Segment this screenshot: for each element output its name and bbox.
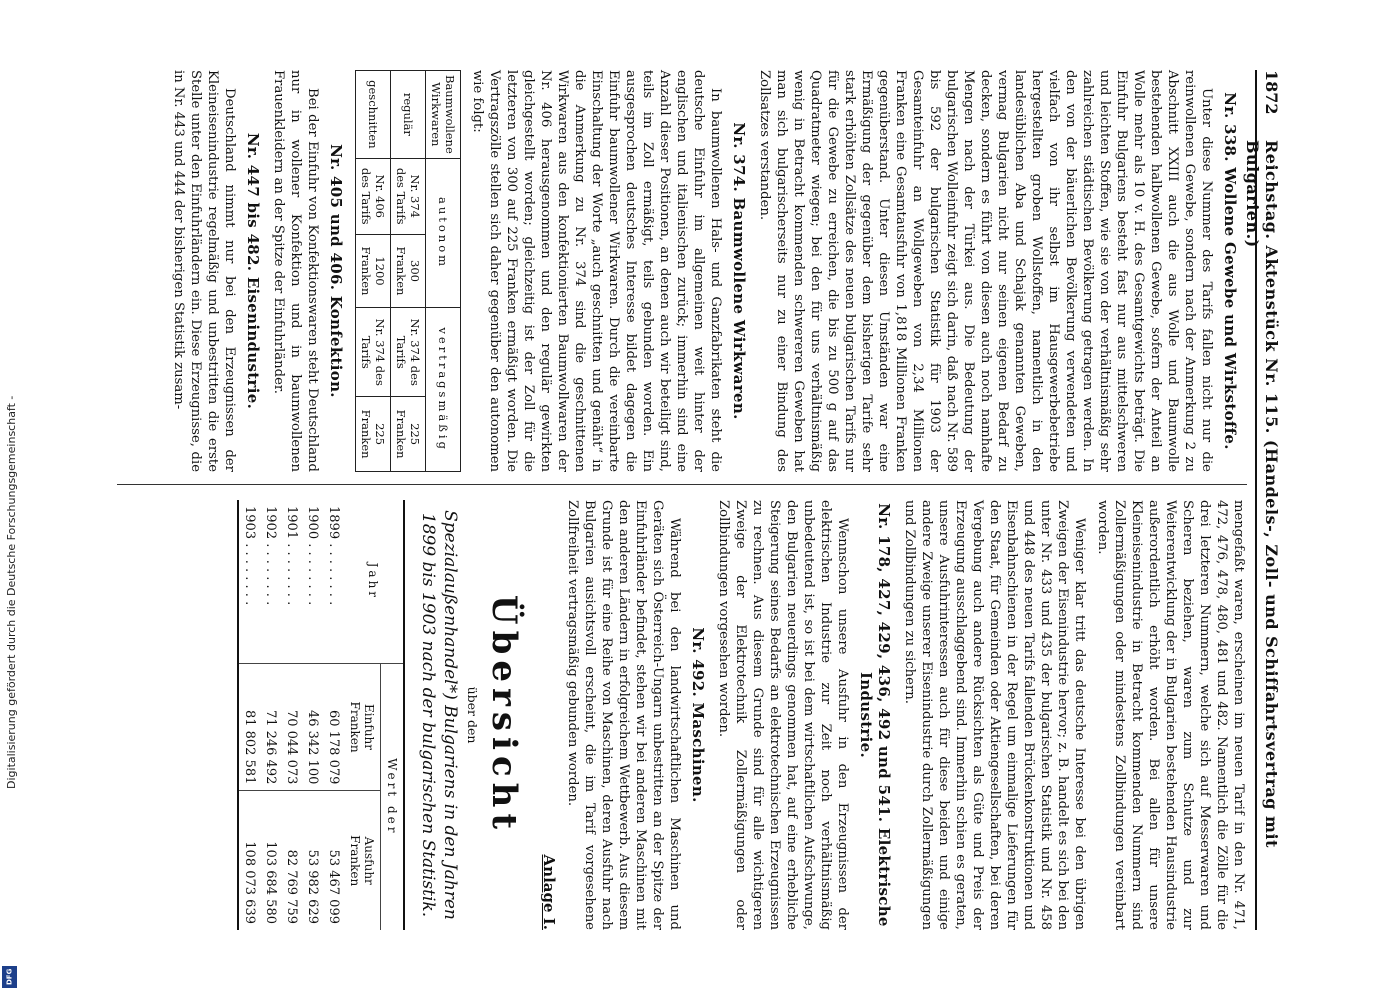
section-title: Nr. 405 und 406. Konfektion. (327, 144, 345, 398)
right-column (237, 500, 1247, 930)
table-row (302, 500, 323, 930)
table-header: Wert der (381, 663, 405, 930)
year-cell: 1900 . . . . . . . . (305, 506, 320, 606)
trade-statistics-table (237, 500, 405, 930)
overview-subtitle: Spezialaußenhandel*) Bulgariens in den Jahren 1899 bis 1903 nach der bulgarischen Statistik. (418, 510, 460, 920)
table-header: autonom (426, 158, 461, 308)
overview-title: Übersicht (484, 594, 524, 836)
paragraph: Deutschland nimmt nur bei den Erzeugnissen der Kleineisenindustrie regelmäßig und unbestritten die erste Stelle unter den Einfuhrländern ein. Diese Erzeugnisse, die in Nr. 443 und 444 der bisherigen Statistik zusam- (171, 70, 237, 472)
document-page (93, 70, 1283, 930)
export-cell: 53 467 099 (323, 791, 344, 930)
table-row (238, 500, 260, 930)
col-label: Einfuhr (362, 704, 376, 751)
import-cell: 81 802 581 (238, 663, 260, 791)
year-cell: 1899 . . . . . . . . (326, 506, 341, 606)
running-header (1243, 70, 1283, 930)
table-cell: regulär (391, 71, 426, 159)
overview-connector: über den (465, 686, 480, 744)
table-cell: Nr. 374 des Tarifs (356, 308, 391, 397)
table-header (344, 663, 381, 791)
table-cell: 1200 Franken (356, 234, 391, 308)
section-title: Nr. 374. Baumwollene Wirkwaren. (730, 122, 748, 420)
paragraph: Während bei den landwirtschaftlichen Maschinen und Geräten sich Österreich-Ungarn unbestritten an der Spitze der Einfuhrländer befindet, stehen wir bei anderen Maschinen mit den anderen Ländern in erfolgreichem Wettbewerb. Aus diesem Grunde ist für eine Reihe von Maschinen, deren Ausfuhr nach Bulgarien ausichtsvoll erscheint, die im Tarif vorgesehene Zollfreiheit vertragsmäßig gebunden worden. (565, 500, 682, 930)
table-header: vertragsmäßig (426, 308, 461, 472)
table-cell: Nr. 406 des Tarifs (356, 158, 391, 234)
col-unit: Franken (348, 835, 362, 887)
section-title: Nr. 447 bis 482. Eisenindustrie. (244, 132, 262, 410)
table-row (281, 500, 302, 930)
table-header (344, 791, 381, 930)
import-cell: 46 342 100 (302, 663, 323, 791)
page-number: 1872 (1262, 70, 1281, 115)
paragraph: mengefaßt waren, erscheinen im neuen Tarif in den Nr. 471, 472, 476, 478, 480, 481 und 482. Namentlich die Zölle für die drei letzteren Nummern, welche sich auf Messerwaren und Scheren beziehen, waren zum Schutze und zur Weiterentwicklung der in Bulgarien bestehenden Hausindustrie außerordentlich erhöht worden. Bei allen für unsere Kleineisenindustrie in Betracht kommenden Nummern sind Zollermäßigungen oder mindestens Zollbindungen vereinbart worden. (1095, 500, 1246, 930)
dfg-credit-text: Digitalisierung gefördert durch die Deutsche Forschungsgemeinschaft - (5, 395, 18, 789)
section-title: Nr. 338. Wollene Gewebe und Wirkstoffe. (1221, 92, 1239, 450)
export-cell: 108 073 639 (238, 791, 260, 930)
tariff-table (355, 70, 461, 472)
table-row (323, 500, 344, 930)
paragraph: In baumwollenen Hals- und Ganzfabrikaten steht die deutsche Einfuhr im allgemeinen weit hinter der englischen und italienischen zurück; immerhin sind eine Anzahl dieser Positionen, an denen auch wir beteiligt sind, teils im Zoll ermäßigt, teils gebunden worden. Ein ausgesprochen deutsches Interesse bildet dagegen die Einfuhr baumwollener Wirkwaren. Durch die vereinbarte Einschaltung der Worte „auch geschnitten und genäht“ in die Anmerkung zu Nr. 374 sind die geschnittenen Wirkwaren aus den konfektionierten Baumwollwaren der Nr. 406 herausgenommen und den regulär gewirkten gleichgestellt worden; gleichzeitig ist der Zoll für die letzteren von 300 auf 225 Franken ermäßigt worden. Die Vertragszölle stellen sich daher gegenüber den autonomen wie folgt: (470, 70, 723, 472)
year-cell: 1902 . . . . . . . . (263, 506, 278, 606)
table-row (391, 71, 426, 472)
export-cell: 82 769 759 (281, 791, 302, 930)
left-column (164, 70, 1247, 472)
dfg-logo: DFG (2, 966, 17, 988)
import-cell: 71 246 492 (260, 663, 281, 791)
section-title: Nr. 492. Maschinen. (689, 627, 707, 803)
import-cell: 60 178 079 (323, 663, 344, 791)
col-unit: Franken (348, 701, 362, 753)
header-title: Reichstag. Aktenstück Nr. 115. (Handels-, Zoll- und Schiffahrtsvertrag mit Bulgarien.) (1243, 140, 1281, 848)
col-label: Ausfuhr (362, 836, 376, 885)
paragraph: Wennschon unsere Ausfuhr in den Erzeugnissen der elektrischen Industrie zur Zeit noch verhältnismäßig unbedeutend ist, so ist bei dem wirtschaftlichen Aufschwunge, den Bulgarien neuerdings genommen hat, auf eine erhebliche Steigerung seines Bedarfs an elektrotechnischen Erzeugnissen zu rechnen. Aus diesem Grunde sind für alle wichtigeren Zweige der Elektrotechnik Zollermäßigungen oder Zollbindungen vorgesehen worden. (716, 500, 850, 930)
table-cell: geschnitten (356, 71, 391, 159)
section-title: Nr. 178, 427, 429, 436, 492 und 541. Elektrische Industrie. (857, 503, 893, 927)
table-cell: 300 Franken (391, 234, 426, 308)
table-header: Jahr (366, 562, 381, 601)
table-row (356, 71, 391, 472)
export-cell: 53 982 629 (302, 791, 323, 930)
year-cell: 1901 . . . . . . . . (284, 506, 299, 606)
scan-margin (0, 0, 22, 1000)
year-cell: 1903 . . . . . . . . (242, 506, 257, 606)
table-row (260, 500, 281, 930)
table-cell: Nr. 374 des Tarifs (391, 308, 426, 397)
import-cell: 70 044 073 (281, 663, 302, 791)
paragraph: Bei der Einfuhr von Konfektionswaren steht Deutschland nur in wollener Konfektion und in baumwollenen Frauenkleidern an der Spitze der Einfuhrländer. (271, 70, 320, 472)
table-header: Baumwollene Wirkwaren (426, 71, 461, 159)
table-cell: Nr. 374 des Tarifs (391, 158, 426, 234)
appendix-label: Anlage I. (540, 854, 558, 930)
paragraph: Weniger klar tritt das deutsche Interesse bei den übrigen Zweigen der Eisenindustrie hervor; z. B. handelt es sich bei den unter Nr. 433 und 435 der bulgarischen Statistik und Nr. 458 und 448 des neuen Tarifs fallenden Brückenkonstruktionen und Eisenbahnschienen in der Regel um einmalige Lieferungen für den Staat, für Gemeinden oder Aktiengesellschaften, bei deren Vergebung auch andere Rücksichten als Güte und Preis der Erzeugung ausschlaggebend sind. Immerhin schien es geraten, unsere Ausfuhrinteressen auch für diese beiden und einige andere Zweige unserer Eisenindustrie durch Zollermäßigungen und Zollbindungen zu sichern. (902, 500, 1087, 930)
table-cell: 225 Franken (356, 397, 391, 472)
paragraph: Unter diese Nummer des Tarifs fallen nicht nur die reinwollenen Gewebe, sondern nach der Anmerkung 2 zu Abschnitt XXIII auch die aus Wolle und Baumwolle bestehenden halbwollenen Gewebe, sofern der Anteil an Wolle mehr als 10 v. H. des Gesamtgewichts beträgt. Die Einfuhr Bulgariens besteht fast nur aus mittelschweren und leichten Stoffen, wie sie von der verhältnismäßig sehr zahlreichen städtischen Bevölkerung getragen werden. In den von der bäuerlichen Bevölkerung verwendeten und vielfach von ihr selbst im Hausgewerbebetriebe hergestellten groben Wollstoffen, namentlich in den landesüblichen Aba und Schajak genannten Geweben, vermag Bulgarien nicht nur seinen eigenen Bedarf zu decken, sondern es führt von diesen auch noch namhafte Mengen nach der Türkei aus. Die Bedeutung der bulgarischen Wolleinfuhr zeigt sich darin, daß nach Nr. 589 bis 592 der bulgarischen Statistik für 1903 der Gesamteinfuhr an Wollgeweben von 2,34 Millionen Franken eine Gesamtausfuhr von 1,818 Millionen Franken gegenüberstand. Unter diesen Umständen war eine Ermäßigung der gegenüber dem bisherigen Tarife sehr stark erhöhten Zollsätze des neuen bulgarischen Tarifs nur für die Gewebe zu erreichen, die bis zu 500 g auf das Quadratmeter wiegen; bei den für uns verhältnismäßig wenig in Betracht kommenden schwereren Geweben hat man sich bulgarischerseits nur zu einer Bindung des Zollsatzes verstanden. (757, 70, 1214, 472)
table-cell: 225 Franken (391, 397, 426, 472)
column-divider (117, 484, 1247, 485)
export-cell: 103 684 580 (260, 791, 281, 930)
